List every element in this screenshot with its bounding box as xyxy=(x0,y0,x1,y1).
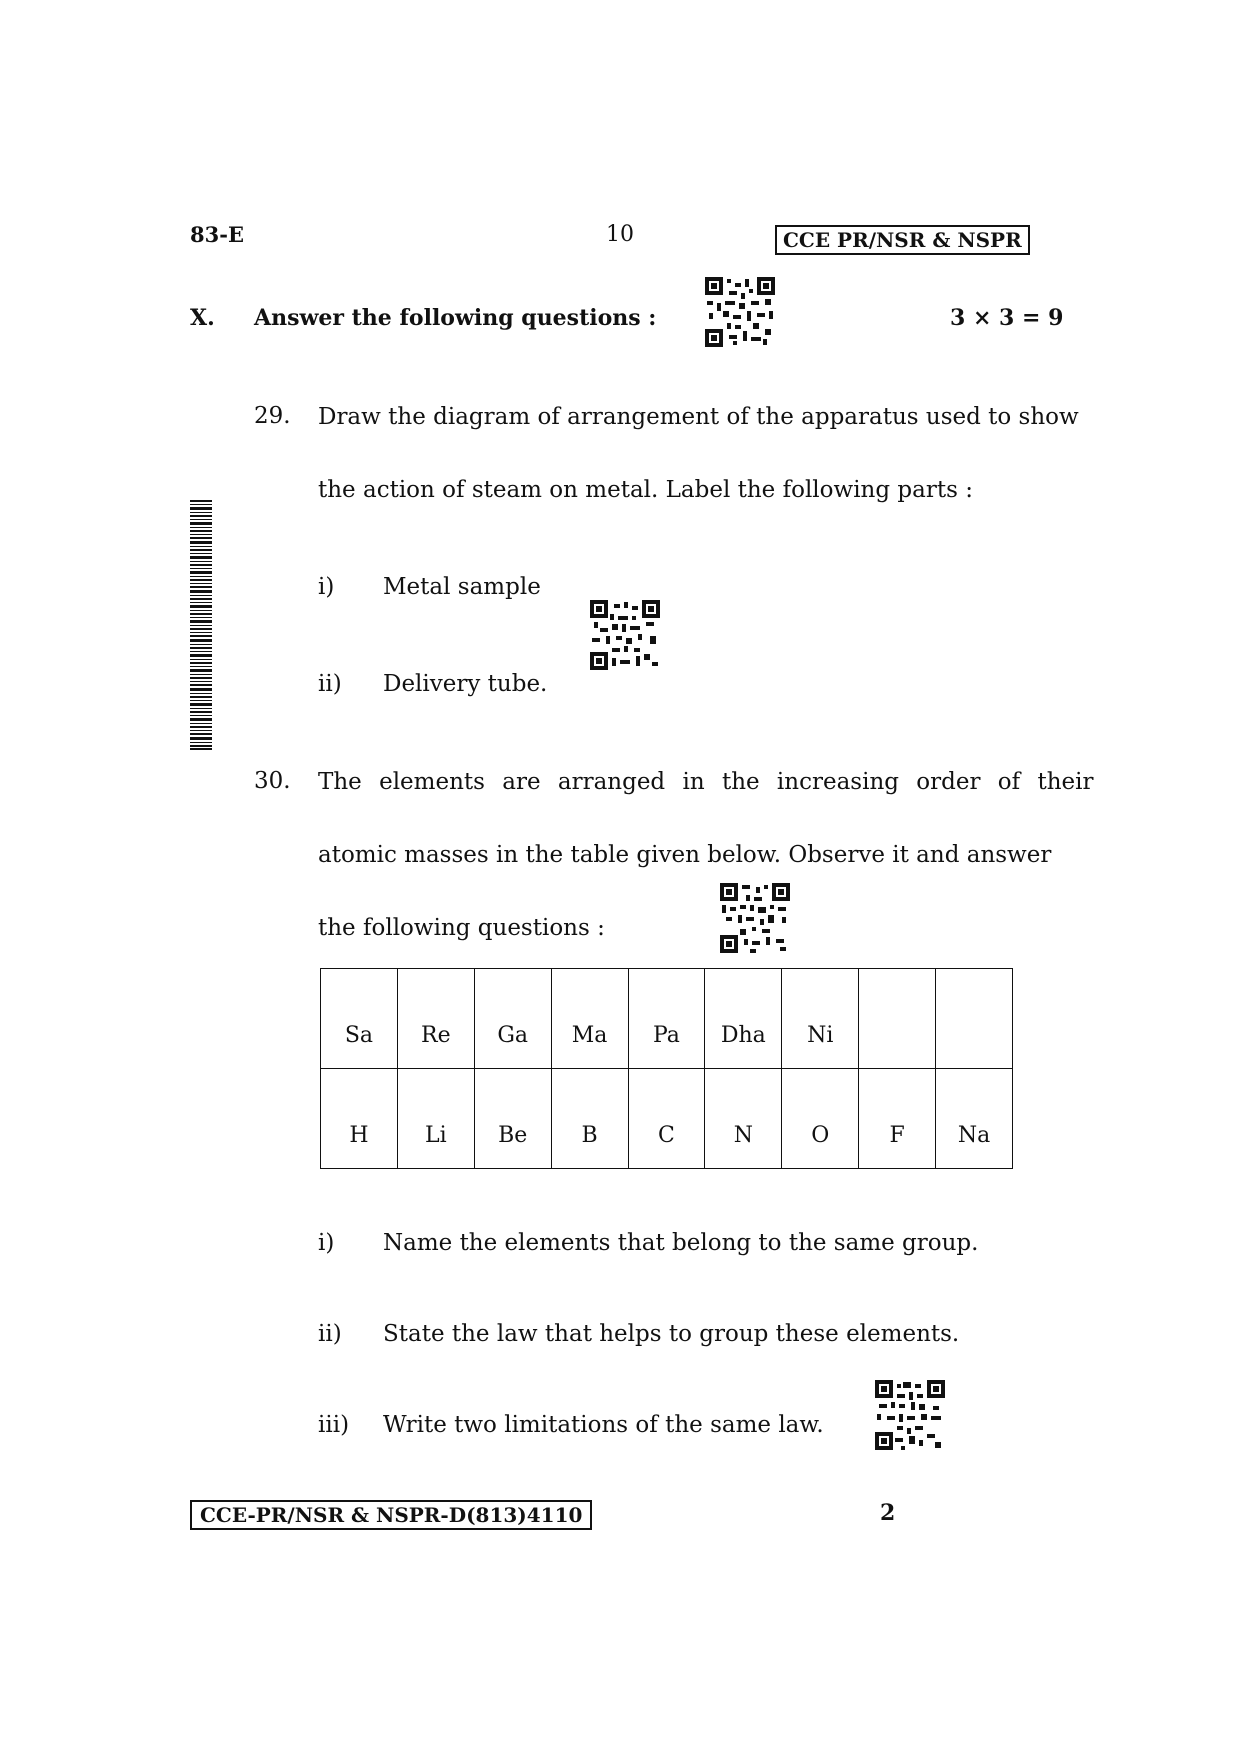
table-cell: Ga xyxy=(474,969,551,1069)
barcode-icon xyxy=(190,500,212,750)
table-cell: Ma xyxy=(551,969,628,1069)
section-number: X. xyxy=(190,305,215,331)
question-30-line-1: The elements are arranged in the increasing order of their xyxy=(318,769,1094,795)
table-cell: Re xyxy=(397,969,474,1069)
qr-code-icon xyxy=(705,277,775,347)
table-cell: C xyxy=(628,1069,705,1169)
table-cell: F xyxy=(859,1069,936,1169)
q30-part-3-number: iii) xyxy=(318,1412,350,1438)
question-29-line-1: Draw the diagram of arrangement of the apparatus used to show xyxy=(318,404,1079,430)
footer-code-box: CCE-PR/NSR & NSPR-D(813)4110 xyxy=(190,1500,592,1530)
table-row xyxy=(321,1069,1013,1169)
section-marks: 3 × 3 = 9 xyxy=(950,305,1064,331)
qr-code-icon xyxy=(590,600,660,670)
q29-part-1-number: i) xyxy=(318,574,335,600)
table-cell: H xyxy=(321,1069,398,1169)
q29-part-2-number: ii) xyxy=(318,671,342,697)
elements-table xyxy=(320,968,1013,1169)
table-cell: Na xyxy=(936,1069,1013,1169)
table-cell: Pa xyxy=(628,969,705,1069)
paper-code: 83-E xyxy=(190,222,244,247)
q29-part-1-text: Metal sample xyxy=(383,574,541,600)
table-cell: N xyxy=(705,1069,782,1169)
table-cell: Dha xyxy=(705,969,782,1069)
series-box: CCE PR/NSR & NSPR xyxy=(775,225,1030,255)
table-cell: Ni xyxy=(782,969,859,1069)
table-cell: Li xyxy=(397,1069,474,1169)
page-number: 10 xyxy=(606,222,634,247)
q29-part-2-text: Delivery tube. xyxy=(383,671,548,697)
table-row xyxy=(321,969,1013,1069)
table-cell: B xyxy=(551,1069,628,1169)
section-title: Answer the following questions : xyxy=(254,305,657,331)
footer-sheet-number: 2 xyxy=(880,1500,896,1526)
q30-part-2-text: State the law that helps to group these elements. xyxy=(383,1321,960,1347)
q30-part-2-number: ii) xyxy=(318,1321,342,1347)
question-29-line-2: the action of steam on metal. Label the following parts : xyxy=(318,477,973,503)
question-30-number: 30. xyxy=(254,768,291,794)
table-cell xyxy=(859,969,936,1069)
q30-part-1-text: Name the elements that belong to the same group. xyxy=(383,1230,979,1256)
qr-code-icon xyxy=(875,1380,945,1450)
table-cell: Sa xyxy=(321,969,398,1069)
question-30-line-2: atomic masses in the table given below. Observe it and answer xyxy=(318,842,1052,868)
table-cell: O xyxy=(782,1069,859,1169)
question-30-line-3: the following questions : xyxy=(318,915,605,941)
question-29-number: 29. xyxy=(254,403,291,429)
table-cell: Be xyxy=(474,1069,551,1169)
q30-part-1-number: i) xyxy=(318,1230,335,1256)
table-cell xyxy=(936,969,1013,1069)
q30-part-3-text: Write two limitations of the same law. xyxy=(383,1412,824,1438)
